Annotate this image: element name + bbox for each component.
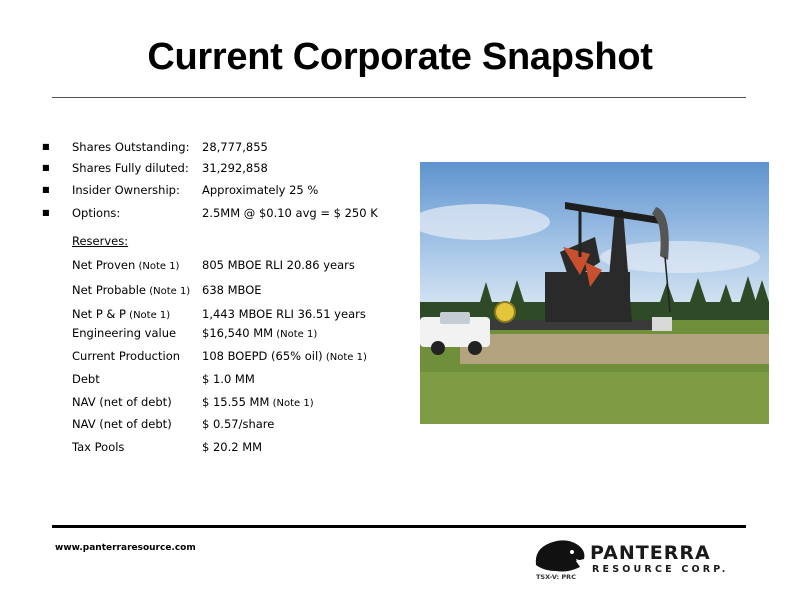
row-label: Options: (72, 206, 121, 220)
row-value (202, 280, 262, 302)
page-title: Current Corporate Snapshot (147, 36, 653, 78)
row-value (202, 414, 274, 436)
row-label (72, 369, 100, 391)
row-value (202, 369, 255, 391)
row-label (72, 414, 172, 436)
row-value-text: 1,443 MBOE RLI 36.51 years (202, 307, 366, 321)
row-value (202, 255, 355, 277)
row-label-note: (Note 1) (135, 261, 180, 272)
row-value-text: $16,540 MM (202, 326, 274, 340)
row-value (202, 346, 367, 368)
row-label (72, 280, 190, 302)
bullet-icon: ■ (42, 142, 50, 151)
row-label (72, 255, 179, 277)
row-value-text: $ 15.55 MM (202, 395, 270, 409)
bullet-icon: ■ (42, 185, 50, 194)
reserves-heading: Reserves: (72, 234, 129, 248)
row-value (202, 392, 314, 414)
bullet-icon: ■ (42, 163, 50, 172)
row-value-text: $ 1.0 MM (202, 372, 255, 386)
exchange-ticker: TSX-V: PRC (536, 573, 576, 581)
row-label-note: (Note 1) (146, 286, 191, 297)
row-value-text: 805 MBOE RLI 20.86 years (202, 258, 355, 272)
row-value-text: 638 MBOE (202, 283, 262, 297)
row-label: Shares Fully diluted: (72, 161, 189, 175)
bullet-icon: ■ (42, 208, 50, 217)
pumpjack-illustration (420, 162, 769, 424)
row-value: Approximately 25 % (202, 183, 319, 197)
row-label-text: Tax Pools (72, 440, 125, 454)
company-logo (532, 535, 737, 585)
row-value (202, 437, 262, 459)
row-label-note: (Note 1) (126, 310, 171, 321)
row-label-text: Debt (72, 372, 100, 386)
flywheel (495, 302, 515, 322)
pumpjack-photo (420, 162, 769, 424)
row-label (72, 392, 172, 414)
row-value: 28,777,855 (202, 140, 268, 154)
row-label: Insider Ownership: (72, 183, 180, 197)
logo-name: PANTERRA (590, 542, 711, 564)
row-label-text: Net P & P (72, 307, 126, 321)
title-divider (52, 97, 746, 98)
logo-subtitle: RESOURCE CORP. (592, 564, 729, 575)
row-label-text: Engineering value (72, 326, 177, 340)
row-label (72, 437, 124, 459)
gravel-pad (460, 334, 769, 364)
row-value (202, 323, 317, 345)
equipment-box (652, 317, 672, 331)
row-label-text: NAV (net of debt) (72, 417, 172, 431)
row-label-text: Current Production (72, 349, 181, 363)
row-value-text: $ 20.2 MM (202, 440, 263, 454)
row-label (72, 323, 176, 345)
row-value-text: $ 0.57/share (202, 417, 275, 431)
grass-foreground (420, 372, 769, 424)
row-label: Shares Outstanding: (72, 140, 190, 154)
website-link[interactable]: www.panterraresource.com (55, 543, 196, 553)
row-label-text: Net Proven (72, 258, 136, 272)
row-label-text: NAV (net of debt) (72, 395, 172, 409)
row-value: 31,292,858 (202, 161, 268, 175)
row-value-note: (Note 1) (269, 398, 314, 409)
row-value-text: 108 BOEPD (65% oil) (202, 349, 323, 363)
row-value-note: (Note 1) (322, 352, 367, 363)
row-label-text: Net Probable (72, 283, 147, 297)
row-label (72, 346, 180, 368)
row-value: 2.5MM @ $0.10 avg = $ 250 K (202, 206, 378, 220)
row-value-note: (Note 1) (273, 329, 318, 340)
footer-divider (52, 525, 746, 528)
